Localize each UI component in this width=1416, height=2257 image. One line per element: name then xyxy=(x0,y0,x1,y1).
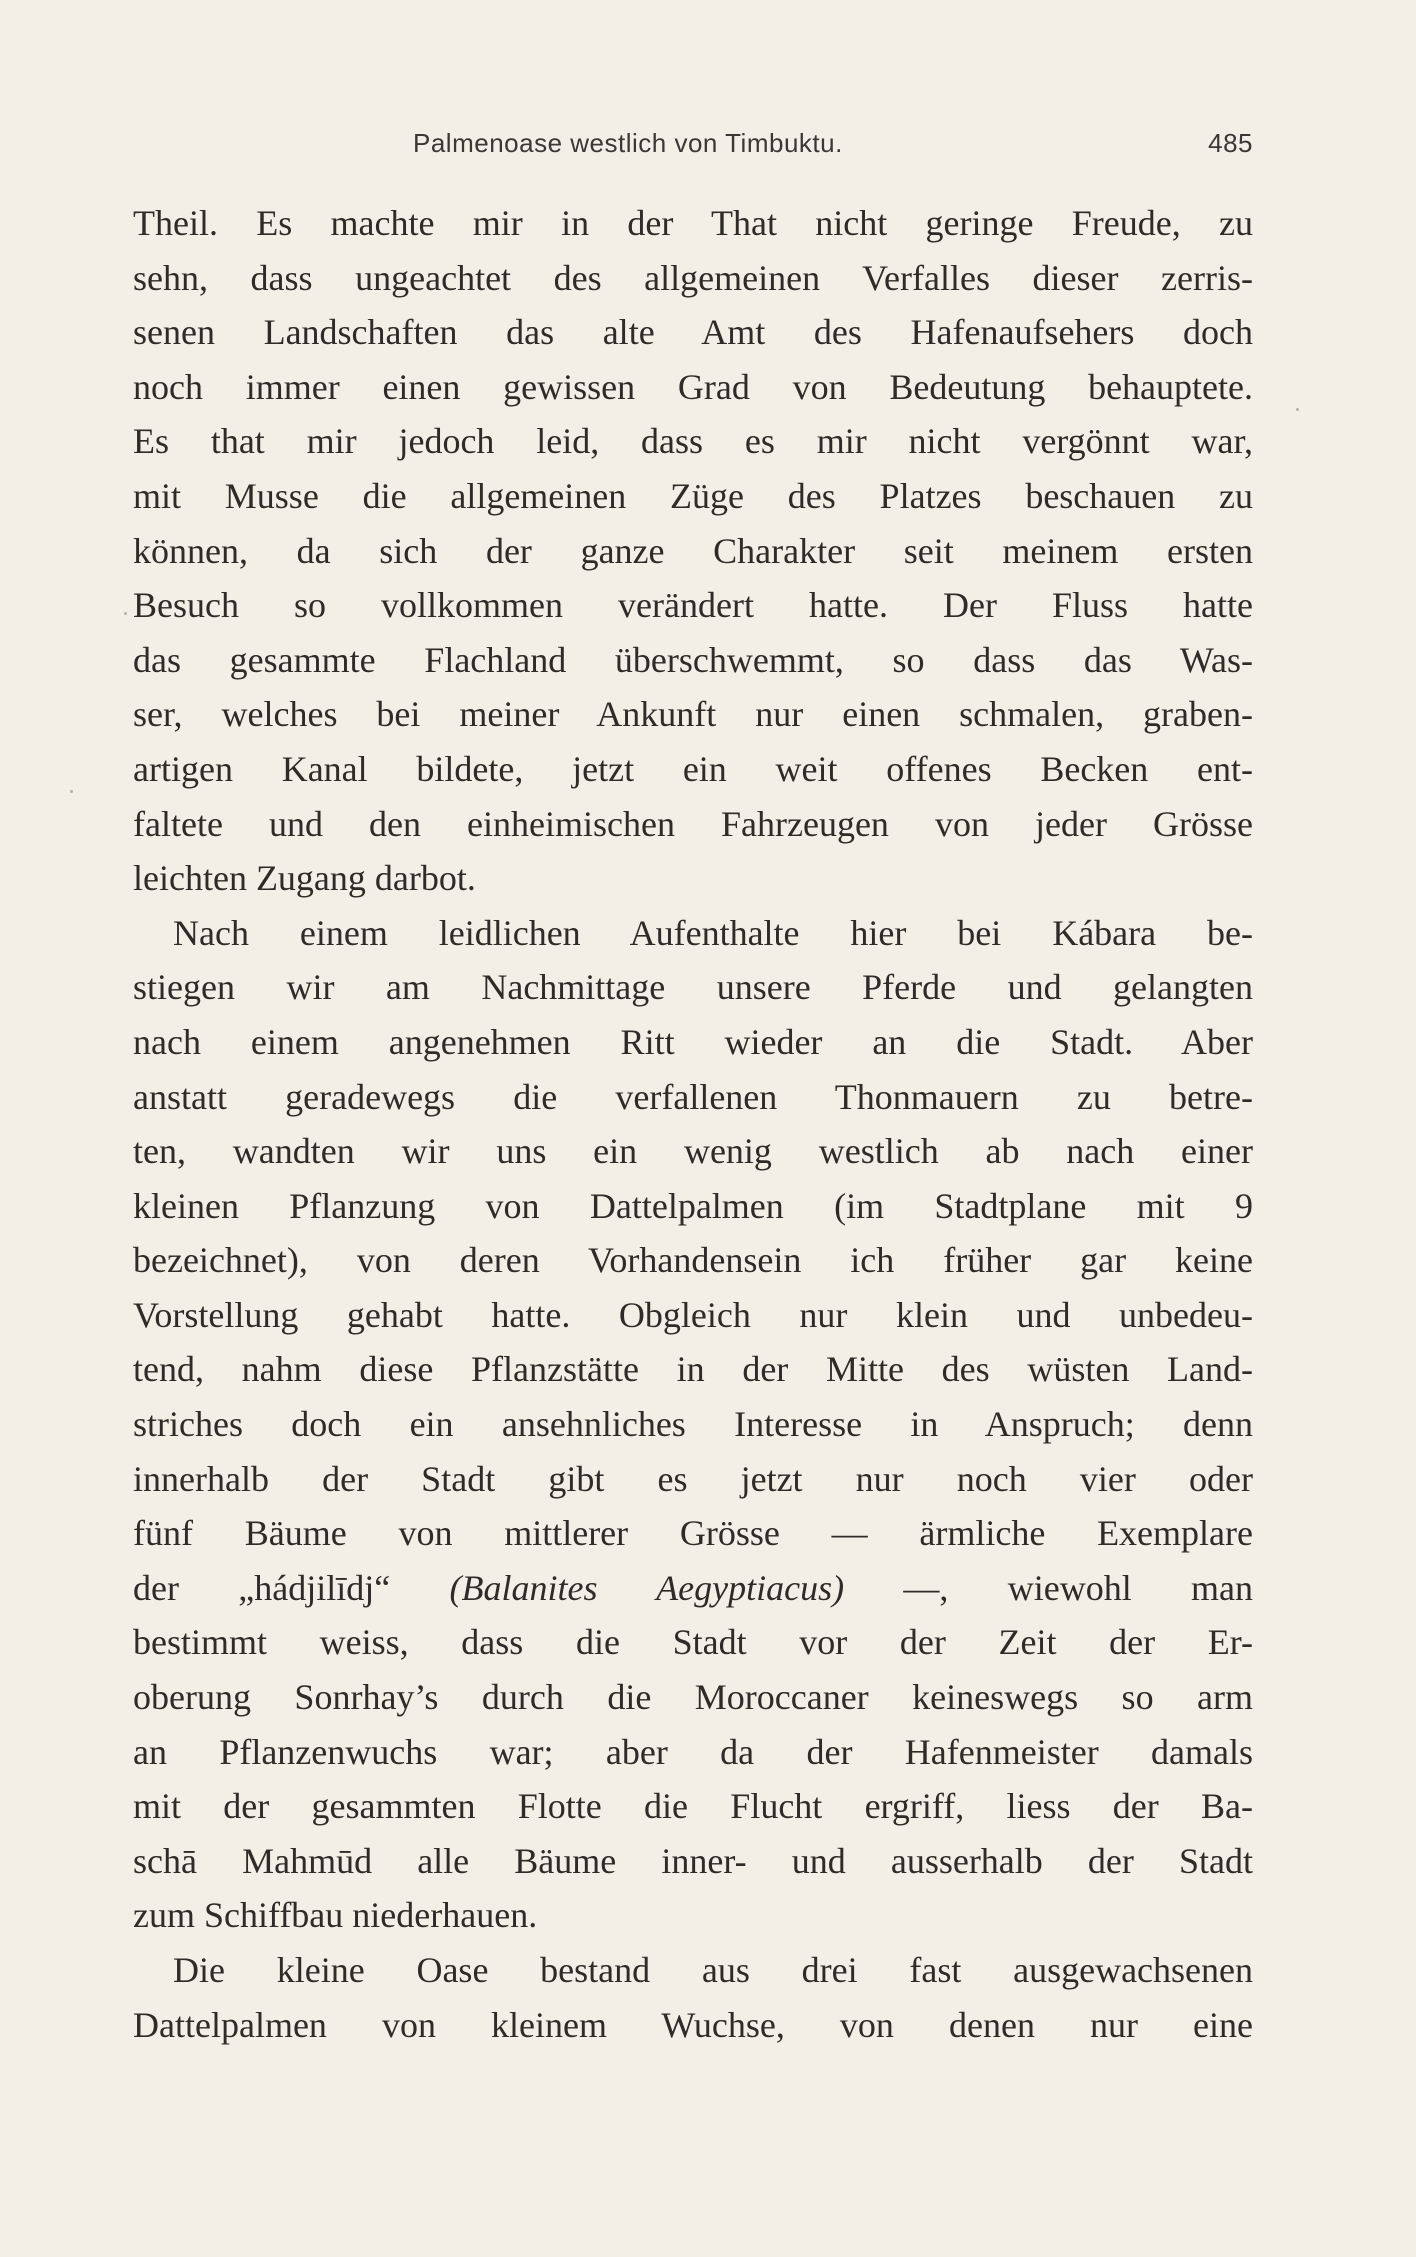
text-line: nach einem angenehmen Ritt wieder an die Stadt. Aber xyxy=(133,1021,1253,1062)
text-line: können, da sich der ganze Charakter seit meinem ersten xyxy=(133,530,1253,571)
text-line: stiegen wir am Nachmittage unsere Pferde und gelangten xyxy=(133,967,1253,1008)
running-title: Palmenoase westlich von Timbuktu. xyxy=(413,128,843,158)
text-line: mit der gesammten Flotte die Flucht ergriff, liess der Ba- xyxy=(133,1786,1253,1827)
text-line: artigen Kanal bildete, jetzt ein weit offenes Becken ent- xyxy=(133,748,1253,789)
paper-speck xyxy=(70,790,73,793)
paragraph-start-line: Nach einem leidlichen Aufenthalte hier bei Kábara be- xyxy=(173,912,1253,953)
species-name-italic: (Balanites Aegyptiacus) xyxy=(449,1567,845,1608)
text-line-with-italic xyxy=(133,1561,1253,1616)
text-line: noch immer einen gewissen Grad von Bedeutung behauptete. xyxy=(133,366,1253,407)
text-line: senen Landschaften das alte Amt des Hafenaufsehers doch xyxy=(133,312,1253,353)
paper-speck xyxy=(124,612,127,615)
paragraph-start-line: Die kleine Oase bestand aus drei fast ausgewachsenen xyxy=(173,1950,1253,1990)
text-line: das gesammte Flachland überschwemmt, so dass das Was- xyxy=(133,639,1253,680)
text-line: Vorstellung gehabt hatte. Obgleich nur klein und unbedeu- xyxy=(133,1294,1253,1335)
text-line: striches doch ein ansehnliches Interesse in Anspruch; denn xyxy=(133,1404,1253,1445)
text-line: ser, welches bei meiner Ankunft nur einen schmalen, graben- xyxy=(133,694,1253,735)
text-line: an Pflanzenwuchs war; aber da der Hafenmeister damals xyxy=(133,1731,1253,1772)
body-text xyxy=(133,196,1253,2052)
text-line: bezeichnet), von deren Vorhandensein ich früher gar keine xyxy=(133,1240,1253,1281)
text-line: mit Musse die allgemeinen Züge des Platzes beschauen zu xyxy=(133,475,1253,516)
text-line: Theil. Es machte mir in der That nicht geringe Freude, zu xyxy=(133,203,1253,243)
text-line: Dattelpalmen von kleinem Wuchse, von denen nur eine xyxy=(133,2004,1253,2045)
text-line: anstatt geradewegs die verfallenen Thonmauern zu betre- xyxy=(133,1076,1253,1117)
text-line: Es that mir jedoch leid, dass es mir nicht vergönnt war, xyxy=(133,421,1253,462)
text-line: schā Mahmūd alle Bäume inner- und ausserhalb der Stadt xyxy=(133,1840,1253,1881)
text-line: tend, nahm diese Pflanzstätte in der Mitte des wüsten Land- xyxy=(133,1349,1253,1390)
text-line: oberung Sonrhay’s durch die Moroccaner keineswegs so arm xyxy=(133,1677,1253,1718)
text-fragment: der „hádjilīdj“ xyxy=(133,1567,450,1608)
paragraph-end-line: leichten Zugang darbot. xyxy=(133,858,476,899)
text-line: ten, wandten wir uns ein wenig westlich ab nach einer xyxy=(133,1131,1253,1172)
text-line: innerhalb der Stadt gibt es jetzt nur noch vier oder xyxy=(133,1458,1253,1499)
text-line: kleinen Pflanzung von Dattelpalmen (im Stadtplane mit 9 xyxy=(133,1185,1253,1226)
text-line: faltete und den einheimischen Fahrzeugen von jeder Grösse xyxy=(133,803,1253,844)
paragraph-end-line: zum Schiffbau niederhauen. xyxy=(133,1895,538,1936)
text-line: sehn, dass ungeachtet des allgemeinen Verfalles dieser zerris- xyxy=(133,257,1253,298)
paper-speck xyxy=(1296,408,1299,411)
text-line: Besuch so vollkommen verändert hatte. Der Fluss hatte xyxy=(133,585,1253,626)
text-line: fünf Bäume von mittlerer Grösse — ärmliche Exemplare xyxy=(133,1513,1253,1554)
text-fragment: —, wiewohl man xyxy=(844,1567,1253,1608)
running-head xyxy=(133,128,1253,168)
page-number: 485 xyxy=(1208,128,1253,158)
text-line: bestimmt weiss, dass die Stadt vor der Zeit der Er- xyxy=(133,1622,1253,1663)
